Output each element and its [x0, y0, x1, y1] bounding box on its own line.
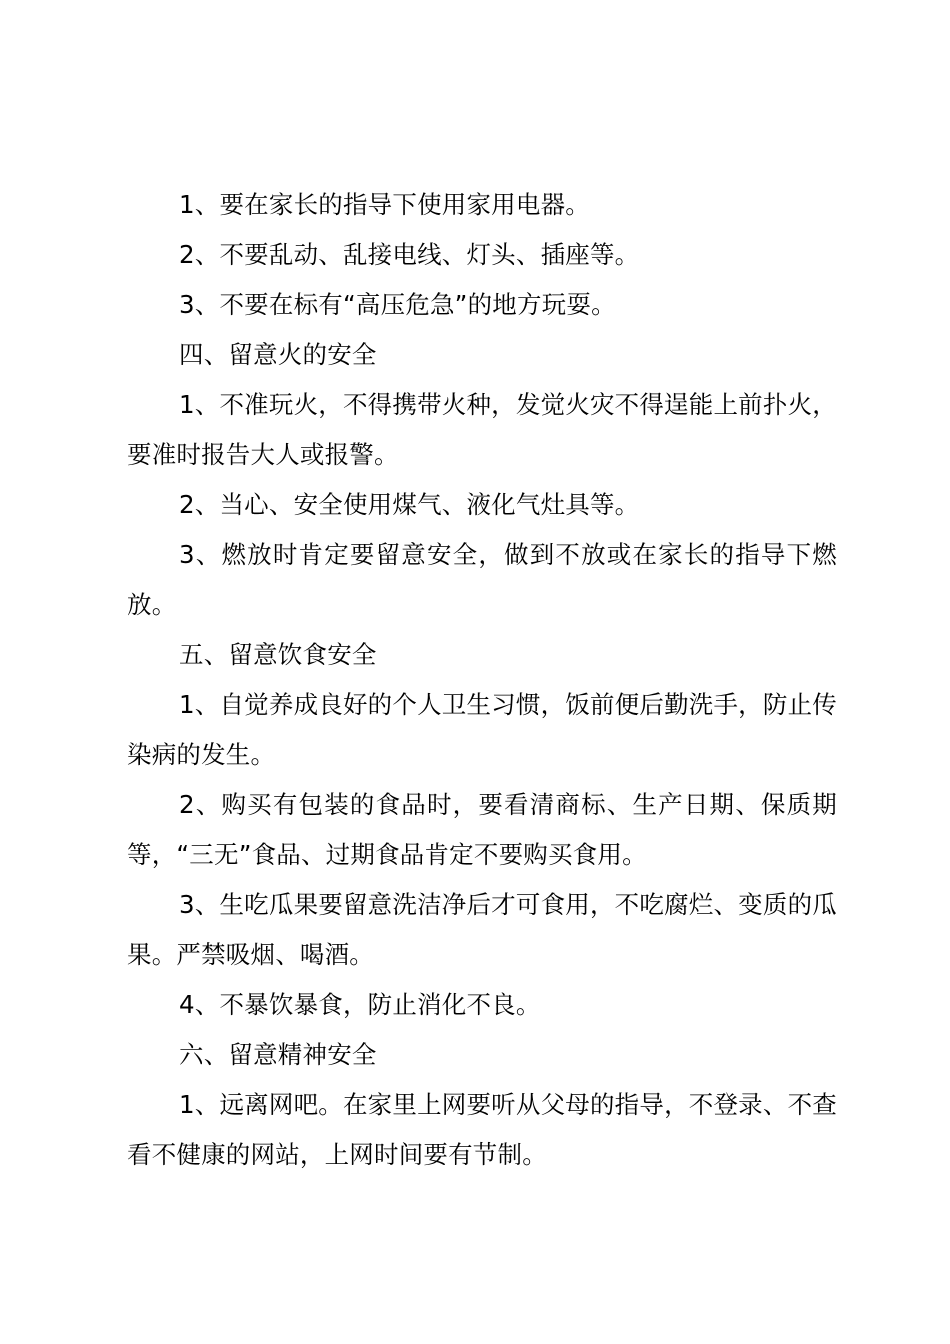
section-heading-food-safety: 五、留意饮食安全 — [179, 640, 377, 669]
list-item-electric-1: 1、要在家长的指导下使用家用电器。 — [179, 190, 590, 219]
section-heading-mental-safety: 六、留意精神安全 — [179, 1040, 377, 1069]
section-heading-fire-safety: 四、留意火的安全 — [179, 340, 377, 369]
list-item-fire-2: 2、当心、安全使用煤气、液化气灶具等。 — [179, 490, 640, 519]
list-item-fire-1: 1、不准玩火，不得携带火种，发觉火灾不得逞能上前扑火，要准时报告大人或报警。 — [127, 390, 837, 469]
list-item-food-4: 4、不暴饮暴食，防止消化不良。 — [179, 990, 541, 1019]
list-item-food-2: 2、购买有包装的食品时，要看清商标、生产日期、保质期等，“三无”食品、过期食品肯定不要购买食用。 — [127, 790, 837, 869]
document-body — [127, 180, 837, 1180]
list-item-food-3: 3、生吃瓜果要留意洗洁净后才可食用，不吃腐烂、变质的瓜果。严禁吸烟、喝酒。 — [127, 890, 837, 969]
list-item-food-1: 1、自觉养成良好的个人卫生习惯，饭前便后勤洗手，防止传染病的发生。 — [127, 690, 837, 769]
list-item-electric-2: 2、不要乱动、乱接电线、灯头、插座等。 — [179, 240, 640, 269]
list-item-mental-1: 1、远离网吧。在家里上网要听从父母的指导，不登录、不查看不健康的网站，上网时间要有节制。 — [127, 1090, 837, 1169]
list-item-electric-3: 3、不要在标有“高压危急”的地方玩耍。 — [179, 290, 616, 319]
list-item-fire-3: 3、燃放时肯定要留意安全，做到不放或在家长的指导下燃放。 — [127, 540, 837, 619]
